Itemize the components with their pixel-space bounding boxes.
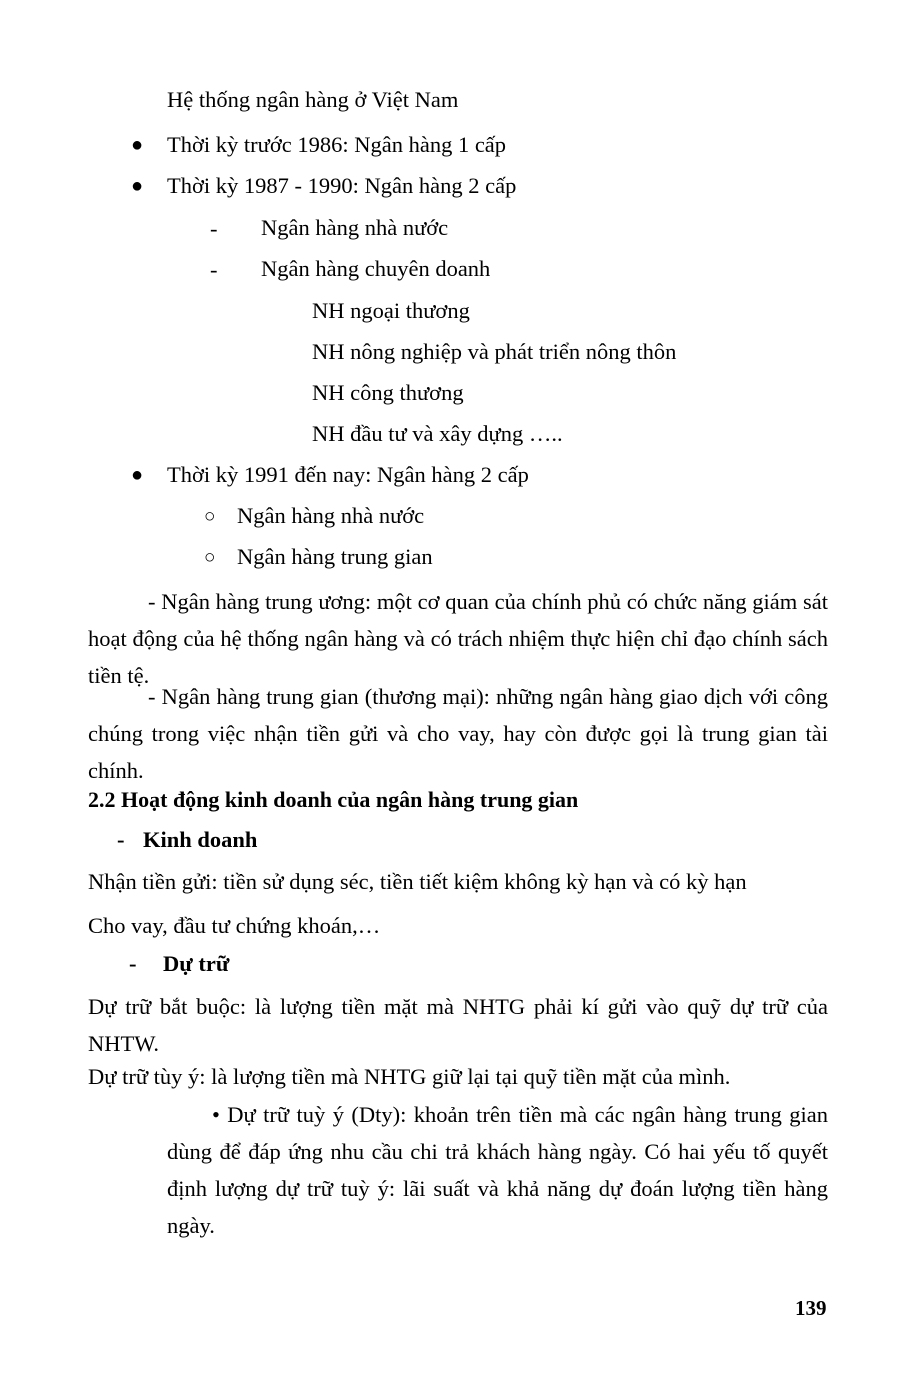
outline-item-7: NH đầu tư và xây dựng ….. [312,421,563,446]
dash-bullet-icon: - [210,216,218,241]
disc-bullet-icon: ● [131,175,144,197]
circle-bullet-icon: ○ [204,547,216,568]
reserve-line-0: Dự trữ bắt buộc: là lượng tiền mặt mà NHTG phải kí gửi vào quỹ dự trữ của NHTW. [88,994,828,1056]
outline-item-9: Ngân hàng nhà nước [237,503,425,528]
paragraph-discretionary-reserve: • Dự trữ tuỳ ý (Dty): khoản trên tiền mà các ngân hàng trung gian dùng để đáp ứng nhu cầu chi trả khách hàng ngày. Có hai yếu tố quyết định lượng dự trữ tuỳ ý: lãi suất và khả năng dự đoán lượng tiền hàng ngày. [167,1102,828,1238]
section-heading-2-2: 2.2 Hoạt động kinh doanh của ngân hàng trung gian [88,787,579,812]
page-number: 139 [795,1296,827,1320]
outline-item-2: Ngân hàng nhà nước [261,215,449,240]
outline-item-6: NH công thương [312,380,464,405]
outline-item-0: Thời kỳ trước 1986: Ngân hàng 1 cấp [167,132,507,157]
subheading-reserve: Dự trữ [163,951,230,976]
section-title-line: Hệ thống ngân hàng ở Việt Nam [167,87,459,112]
business-line-0: Nhận tiền gửi: tiền sử dụng séc, tiền tiết kiệm không kỳ hạn và có kỳ hạn [88,869,747,894]
outline-item-1: Thời kỳ 1987 - 1990: Ngân hàng 2 cấp [167,173,517,198]
reserve-line-1: Dự trữ tùy ý: là lượng tiền mà NHTG giữ lại tại quỹ tiền mặt của mình. [88,1064,731,1089]
outline-item-10: Ngân hàng trung gian [237,544,433,569]
disc-bullet-icon: ● [131,464,144,486]
paragraph-central-bank: - Ngân hàng trung ương: một cơ quan của chính phủ có chức năng giám sát hoạt động của hệ thống ngân hàng và có trách nhiệm thực hiện chỉ đạo chính sách tiền tệ. [88,589,828,688]
dash-bullet-icon: - [117,827,125,852]
dash-bullet-icon: - [210,257,218,282]
outline-item-3: Ngân hàng chuyên doanh [261,256,491,281]
outline-item-4: NH ngoại thương [312,298,470,323]
outline-item-8: Thời kỳ 1991 đến nay: Ngân hàng 2 cấp [167,462,529,487]
paragraph-intermediary-bank: - Ngân hàng trung gian (thương mại): những ngân hàng giao dịch với công chúng trong việc nhận tiền gửi và cho vay, hay còn được gọi là trung gian tài chính. [88,684,828,783]
disc-bullet-icon: ● [131,134,144,156]
dash-bullet-icon: - [129,951,137,976]
outline-item-5: NH nông nghiệp và phát triển nông thôn [312,339,677,364]
circle-bullet-icon: ○ [204,506,216,527]
business-line-1: Cho vay, đầu tư chứng khoán,… [88,913,381,938]
subheading-business: Kinh doanh [143,827,258,852]
